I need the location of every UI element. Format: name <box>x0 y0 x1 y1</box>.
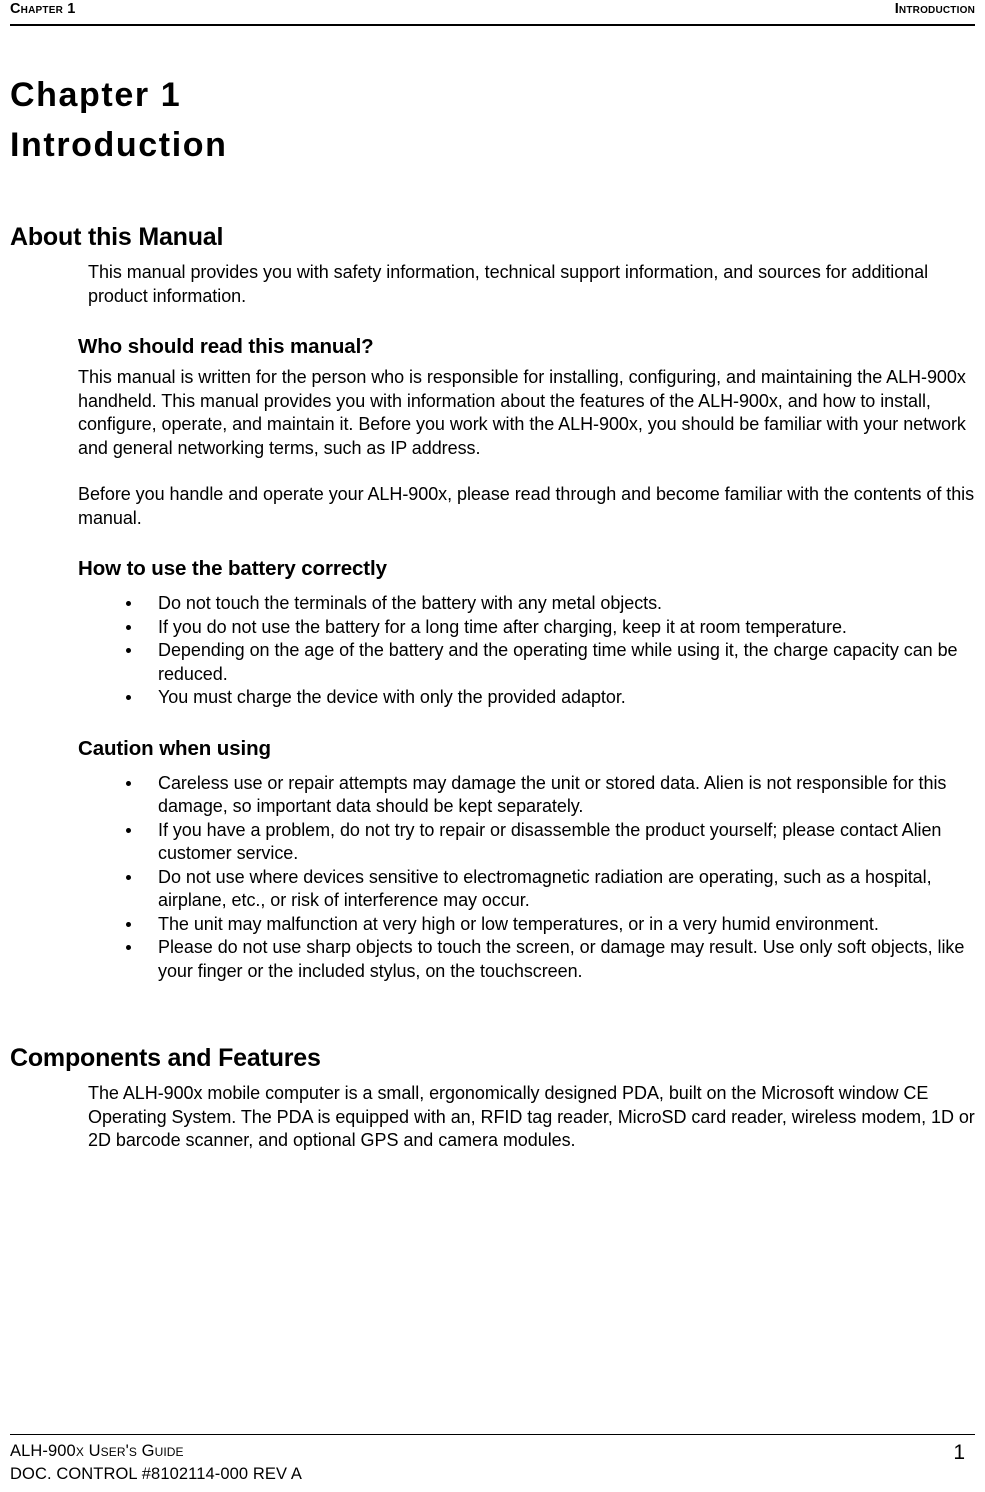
bullet-dot-icon <box>126 875 131 880</box>
list-caution-when-using <box>10 772 975 984</box>
bullet-dot-icon <box>126 648 131 653</box>
list-item-text: Depending on the age of the battery and the operating time while using it, the charge capacity can be reduced. <box>158 640 958 684</box>
heading-components-and-features: Components and Features <box>10 1044 321 1072</box>
footer-product-variant: x <box>75 1442 84 1460</box>
bullet-dot-icon <box>126 828 131 833</box>
heading-who-should-read: Who should read this manual? <box>78 335 374 358</box>
list-item <box>10 616 975 640</box>
bullet-dot-icon <box>126 625 131 630</box>
list-item-text: Please do not use sharp objects to touch the screen, or damage may result. Use only soft objects, like your finger or the included stylus, on the touchscreen. <box>158 937 965 981</box>
footer-product-line <box>10 1440 302 1463</box>
bullet-dot-icon <box>126 945 131 950</box>
list-item <box>10 866 975 913</box>
list-item-text: Careless use or repair attempts may damage the unit or stored data. Alien is not responsible for this damage, so important data should be kept separately. <box>158 772 947 816</box>
chapter-title-block <box>10 70 975 170</box>
list-item-text: If you have a problem, do not try to repair or disassemble the product yourself; please contact Alien customer service. <box>158 819 942 863</box>
list-item-text: Do not use where devices sensitive to electromagnetic radiation are operating, such as a hospital, airplane, etc., or risk of interference may occur. <box>158 866 932 910</box>
footer-doc-info <box>10 1440 302 1486</box>
bullet-dot-icon <box>126 922 131 927</box>
document-content <box>10 222 975 1153</box>
header-chapter-label: Chapter 1 <box>10 1 76 17</box>
heading-caution-when-using: Caution when using <box>78 736 271 760</box>
list-item <box>10 772 975 819</box>
list-item <box>10 936 975 983</box>
list-battery-usage <box>10 592 975 710</box>
footer-guide-label: User's Guide <box>88 1442 184 1460</box>
list-item-text: You must charge the device with only the provided adaptor. <box>158 687 626 707</box>
running-header <box>10 0 975 26</box>
list-item-text: If you do not use the battery for a long time after charging, keep it at room temperature. <box>158 616 847 637</box>
heading-battery-usage: How to use the battery correctly <box>78 557 387 580</box>
running-footer <box>10 1434 975 1486</box>
bullet-dot-icon <box>126 695 131 700</box>
heading-about-this-manual: About this Manual <box>10 223 224 251</box>
list-item <box>10 819 975 866</box>
list-item <box>10 592 975 616</box>
paragraph-about-intro: This manual provides you with safety information, technical support information, and sources for additional product information. <box>88 262 929 306</box>
paragraph-who-should-read-2: Before you handle and operate your ALH-900x, please read through and become familiar with the contents of this manual. <box>78 484 975 528</box>
chapter-number-title: Chapter 1 <box>10 76 182 114</box>
bullet-dot-icon <box>126 601 131 606</box>
list-item <box>10 913 975 937</box>
list-item <box>10 686 975 710</box>
list-item-text: Do not touch the terminals of the battery with any metal objects. <box>158 593 663 613</box>
footer-product-name: ALH-900 <box>10 1442 76 1460</box>
paragraph-who-should-read-1: This manual is written for the person who is responsible for installing, configuring, and maintaining the ALH-900x handheld. This manual provides you with information about the features of the ALH-900x, and how to install, configure, operate, and maintain it. Before you work with the ALH-900x, you should be familiar with your network and general networking terms, such as IP address. <box>78 367 966 458</box>
paragraph-components-intro: The ALH-900x mobile computer is a small, ergonomically designed PDA, built on the Microsoft window CE Operating System. The PDA is equipped with an, RFID tag reader, MicroSD card reader, wireless modem, 1D or 2D barcode scanner, and optional GPS and camera modules. <box>88 1083 975 1150</box>
list-item-text: The unit may malfunction at very high or low temperatures, or in a very humid environment. <box>158 913 879 934</box>
header-section-label: Introduction <box>894 1 975 17</box>
page-number: 1 <box>953 1441 965 1464</box>
bullet-dot-icon <box>126 781 131 786</box>
list-item <box>10 639 975 686</box>
footer-doc-control: DOC. CONTROL #8102114-000 REV A <box>10 1465 302 1483</box>
chapter-name-title: Introduction <box>10 126 228 164</box>
